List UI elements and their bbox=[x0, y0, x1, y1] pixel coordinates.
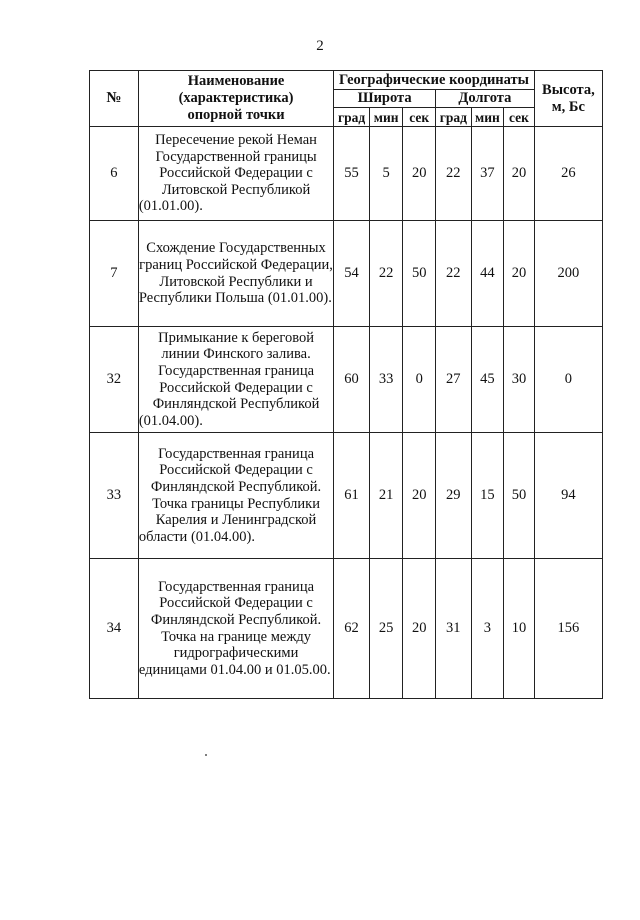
row-lon-min: 3 bbox=[471, 559, 504, 699]
row-number: 6 bbox=[90, 127, 139, 221]
header-name-line2: (характеристика) bbox=[178, 90, 294, 106]
reference-points-table bbox=[89, 70, 603, 699]
header-height-line2: м, Бс bbox=[551, 98, 585, 115]
row-name: Примыкание к береговой линии Финского залива. Государственная граница Российской Федерации с Финляндской Республикой (01.04.00). bbox=[138, 327, 333, 433]
row-height: 156 bbox=[534, 559, 602, 699]
header-longitude: Долгота bbox=[436, 90, 535, 108]
row-name: Государственная граница Российской Федерации с Финляндской Республикой. Точка на границе между гидрографическими единицами 01.04.00 и 01.05.00. bbox=[138, 559, 333, 699]
row-number: 32 bbox=[90, 327, 139, 433]
header-unit-lat-min: мин bbox=[369, 108, 403, 127]
row-height: 26 bbox=[534, 127, 602, 221]
header-geo-coordinates: Географические координаты bbox=[334, 71, 534, 90]
row-lat-sec: 20 bbox=[403, 127, 436, 221]
page-number: 2 bbox=[316, 38, 324, 54]
header-number: № bbox=[90, 71, 139, 127]
row-lon-deg: 29 bbox=[436, 433, 472, 559]
row-lat-deg: 54 bbox=[334, 221, 370, 327]
row-lat-deg: 61 bbox=[334, 433, 370, 559]
row-lat-deg: 60 bbox=[334, 327, 370, 433]
header-name-line1: Наименование bbox=[187, 73, 285, 89]
row-lon-min: 45 bbox=[471, 327, 504, 433]
table-row bbox=[90, 127, 603, 221]
table-row bbox=[90, 433, 603, 559]
row-lon-deg: 22 bbox=[436, 221, 472, 327]
row-lon-sec: 50 bbox=[504, 433, 535, 559]
header-unit-lat-deg: град bbox=[334, 108, 370, 127]
row-lat-min: 5 bbox=[369, 127, 403, 221]
row-lat-min: 25 bbox=[369, 559, 403, 699]
header-unit-lon-deg: град bbox=[436, 108, 472, 127]
header-height-line1: Высота, bbox=[542, 81, 595, 98]
scan-speck bbox=[205, 754, 207, 756]
table-row bbox=[90, 221, 603, 327]
header-height bbox=[534, 71, 602, 127]
row-lat-min: 22 bbox=[369, 221, 403, 327]
row-lon-sec: 30 bbox=[504, 327, 535, 433]
row-lat-deg: 55 bbox=[334, 127, 370, 221]
row-lat-min: 21 bbox=[369, 433, 403, 559]
header-name bbox=[138, 71, 333, 127]
header-unit-lat-sec: сек bbox=[403, 108, 436, 127]
row-lon-min: 37 bbox=[471, 127, 504, 221]
row-lon-min: 15 bbox=[471, 433, 504, 559]
table-row bbox=[90, 327, 603, 433]
table-row bbox=[90, 559, 603, 699]
row-lon-sec: 10 bbox=[504, 559, 535, 699]
row-height: 200 bbox=[534, 221, 602, 327]
row-name: Государственная граница Российской Федерации с Финляндской Республикой. Точка границы Республики Карелия и Ленинградской области (01.04.00). bbox=[138, 433, 333, 559]
row-name: Пересечение рекой Неман Государственной границы Российской Федерации с Литовской Республикой (01.01.00). bbox=[138, 127, 333, 221]
row-lat-sec: 20 bbox=[403, 559, 436, 699]
row-lat-sec: 50 bbox=[403, 221, 436, 327]
row-lat-deg: 62 bbox=[334, 559, 370, 699]
row-lon-deg: 31 bbox=[436, 559, 472, 699]
row-name: Схождение Государственных границ Российской Федерации, Литовской Республики и Республики Польша (01.01.00). bbox=[138, 221, 333, 327]
header-name-line3: опорной точки bbox=[187, 107, 285, 123]
header-unit-lon-sec: сек bbox=[504, 108, 535, 127]
row-lon-sec: 20 bbox=[504, 221, 535, 327]
row-lon-deg: 27 bbox=[436, 327, 472, 433]
row-number: 7 bbox=[90, 221, 139, 327]
header-latitude: Широта bbox=[334, 90, 436, 108]
row-lon-deg: 22 bbox=[436, 127, 472, 221]
row-number: 34 bbox=[90, 559, 139, 699]
header-unit-lon-min: мин bbox=[471, 108, 504, 127]
row-lat-min: 33 bbox=[369, 327, 403, 433]
row-lat-sec: 20 bbox=[403, 433, 436, 559]
row-height: 94 bbox=[534, 433, 602, 559]
row-height: 0 bbox=[534, 327, 602, 433]
row-number: 33 bbox=[90, 433, 139, 559]
row-lon-sec: 20 bbox=[504, 127, 535, 221]
row-lat-sec: 0 bbox=[403, 327, 436, 433]
row-lon-min: 44 bbox=[471, 221, 504, 327]
